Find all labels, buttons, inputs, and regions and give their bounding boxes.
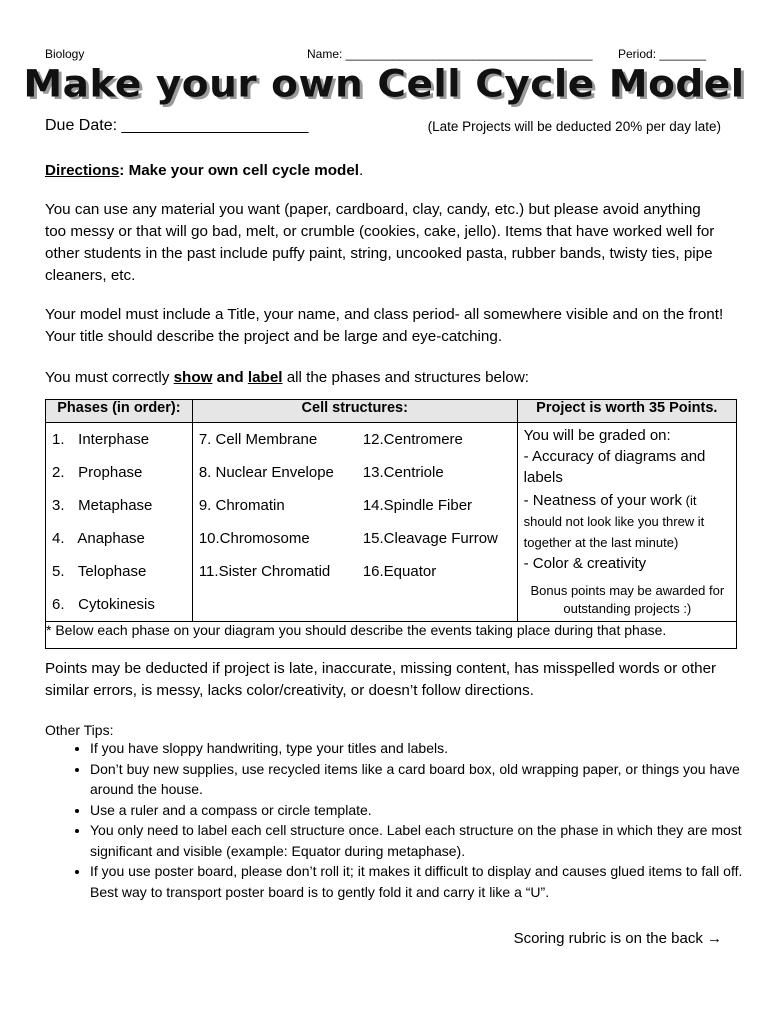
phase-name: Metaphase <box>78 497 153 514</box>
header-phases: Phases (in order): <box>46 400 193 423</box>
list-item <box>363 555 523 588</box>
list-item <box>199 423 359 456</box>
deductions-paragraph: Points may be deducted if project is late, inaccurate, missing content, has misspelled words or other similar errors, is messy, lacks color/creativity, or doesn’t follow directions. <box>45 660 717 699</box>
directions-colon: : <box>119 162 125 179</box>
directions-line <box>45 160 725 182</box>
item-number: 10. <box>198 530 220 547</box>
due-date-label: Due Date: _____________________ <box>45 117 309 134</box>
directions-text: Make your own cell cycle model <box>124 162 359 179</box>
item-number: 12. <box>362 431 384 448</box>
list-item <box>199 456 359 489</box>
must-suffix: all the phases and structures below: <box>282 369 530 386</box>
rubric-footer <box>514 930 722 947</box>
rubric-note: Scoring rubric is on the back <box>513 930 707 947</box>
phase-name: Prophase <box>78 464 143 481</box>
list-item: • Don’t buy new supplies, use recycled items like a card board box, old wrapping paper, or things you have around the house. <box>90 759 750 800</box>
late-policy-note: (Late Projects will be deducted 20% per day late) <box>427 119 721 134</box>
structure-name: Centriole <box>383 464 444 481</box>
requirements-table <box>45 399 737 649</box>
structure-name: Centromere <box>383 431 463 448</box>
structure-name: Chromatin <box>215 497 285 514</box>
structure-name: Sister Chromatid <box>218 563 331 580</box>
directions-period: . <box>359 162 364 179</box>
grading-neatness-block <box>524 490 731 553</box>
structure-name: Chromosome <box>219 530 310 547</box>
item-number: 9. <box>198 497 212 514</box>
list-item <box>363 489 523 522</box>
header-structures: Cell structures: <box>192 400 517 423</box>
requirements-paragraph: Your model must include a Title, your name, and class period- all somewhere visible and on the front! Your title should describe the project and be large and eye-catching. <box>45 306 724 345</box>
structure-name: Equator <box>383 563 437 580</box>
list-item <box>46 588 192 621</box>
item-number: 7. <box>198 431 212 448</box>
grading-accuracy: - Accuracy of diagrams and labels <box>523 448 706 486</box>
item-number: 6. <box>52 596 65 613</box>
list-item <box>46 489 192 522</box>
list-item <box>199 489 359 522</box>
list-item <box>46 522 192 555</box>
item-number: 3. <box>52 497 65 514</box>
materials-paragraph: You can use any material you want (paper, cardboard, clay, candy, etc.) but please avoid anything too messy or that will go bad, melt, or crumble (cookies, cake, jello). Items that have worked well for other students in the past include puffy paint, string, uncooked pasta, rubber bands, twisty ties, pipe cleaners, etc. <box>45 201 715 284</box>
grading-color: - Color & creativity <box>523 555 647 572</box>
bonus-note: Bonus points may be awarded for outstanding projects :) <box>530 583 725 616</box>
structure-name: Spindle Fiber <box>383 497 473 514</box>
structures-columns <box>193 423 517 621</box>
item-number: 16. <box>362 563 384 580</box>
item-number: 5. <box>52 563 65 580</box>
structures-cell <box>192 423 517 622</box>
list-item <box>199 522 359 555</box>
phase-name: Interphase <box>78 431 150 448</box>
subject-label: Biology <box>45 47 85 61</box>
item-number: 14. <box>362 497 384 514</box>
table-footnote-row <box>46 622 737 649</box>
grading-cell <box>517 423 736 622</box>
structures-left-column <box>199 423 359 588</box>
list-item <box>363 522 523 555</box>
item-number: 2. <box>52 464 65 481</box>
must-show-line <box>45 367 725 389</box>
table-header-row <box>46 400 737 423</box>
list-item <box>46 456 192 489</box>
table-footnote: * Below each phase on your diagram you should describe the events taking place during that phase. <box>46 622 737 649</box>
list-item <box>363 456 523 489</box>
tips-title: Other Tips: <box>45 722 114 738</box>
must-show: show <box>173 369 213 386</box>
list-item: • If you have sloppy handwriting, type your titles and labels. <box>90 738 750 759</box>
page-title: Make your own Cell Cycle Model <box>23 63 745 106</box>
phase-name: Anaphase <box>77 530 145 547</box>
list-item <box>363 423 523 456</box>
phases-cell <box>46 423 193 622</box>
must-and: and <box>212 369 248 386</box>
item-number: 15. <box>362 530 384 547</box>
structure-name: Cell Membrane <box>215 431 318 448</box>
item-number: 4. <box>52 530 65 547</box>
list-item <box>46 555 192 588</box>
list-item: • Use a ruler and a compass or circle template. <box>90 800 750 821</box>
must-label: label <box>247 369 283 386</box>
grading-criteria <box>518 423 736 618</box>
name-field-label: Name: _____________________________________ <box>307 47 593 61</box>
right-arrow-icon: → <box>707 930 722 947</box>
tips-list <box>70 738 750 902</box>
directions-label: Directions <box>45 162 120 179</box>
list-item: • You only need to label each cell structure once. Label each structure on the phase in which they are most significant and visible (example: Equator during metaphase). <box>90 820 750 861</box>
grading-neatness: - Neatness of your work <box>523 492 683 509</box>
grading-neatness-note: (it should not look like you threw it together at the last minute) <box>523 493 705 550</box>
structures-right-column <box>363 423 523 588</box>
item-number: 1. <box>52 431 65 448</box>
structure-name: Nuclear Envelope <box>215 464 334 481</box>
phase-name: Telophase <box>77 563 147 580</box>
item-number: 13. <box>362 464 384 481</box>
period-field-label: Period: _______ <box>618 47 707 61</box>
list-item <box>199 555 359 588</box>
due-line <box>45 117 721 137</box>
header-points: Project is worth 35 Points. <box>517 400 736 423</box>
table-body-row <box>46 423 737 622</box>
list-item <box>46 423 192 456</box>
item-number: 11. <box>198 563 219 580</box>
must-prefix: You must correctly <box>45 369 174 386</box>
phase-name: Cytokinesis <box>78 596 155 613</box>
list-item: • If you use poster board, please don’t roll it; it makes it difficult to display and causes glued items to fall off. Best way to transport poster board is to gently fold it and carry it like a “U”. <box>90 861 750 902</box>
structure-name: Cleavage Furrow <box>383 530 498 547</box>
item-number: 8. <box>198 464 212 481</box>
grading-intro: You will be graded on: <box>523 427 671 444</box>
